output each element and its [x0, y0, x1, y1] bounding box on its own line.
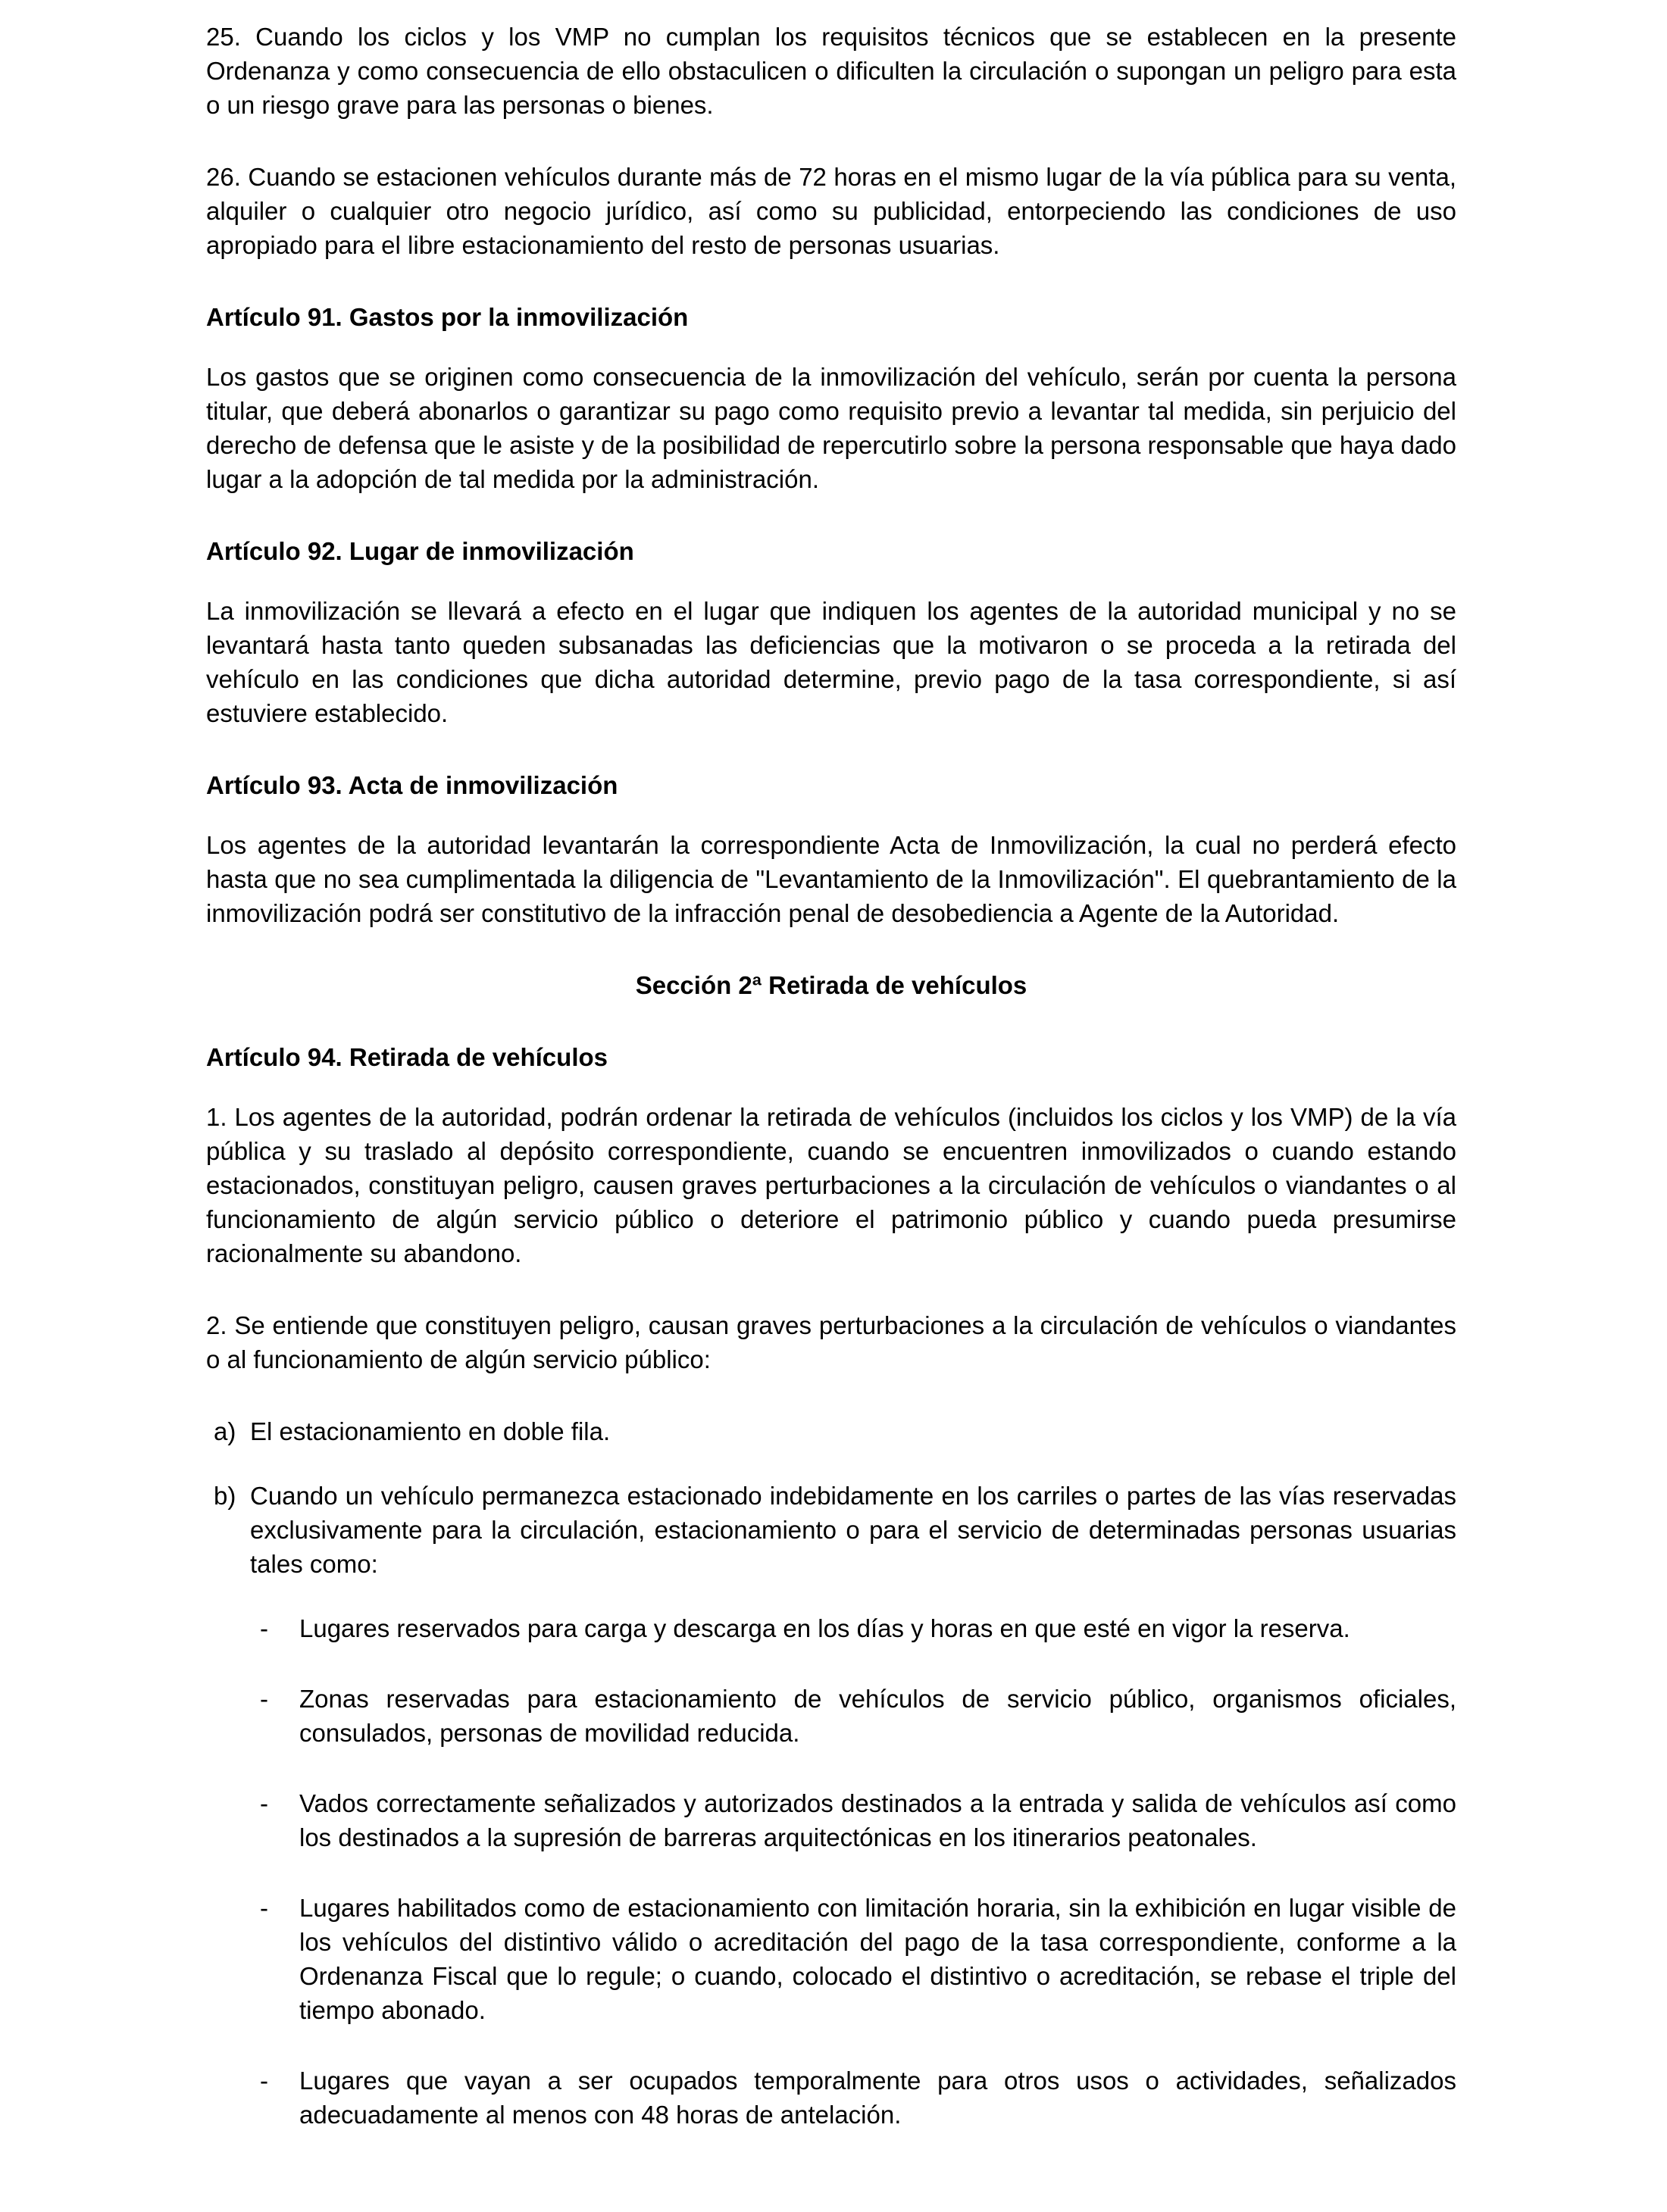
article-94-paragraph-1: 1. Los agentes de la autoridad, podrán ordenar la retirada de vehículos (incluidos los ciclos y los VMP) de la vía pública y su traslado al depósito correspondiente, cuando se encuentren inmovilizados o cuando estando estacionados, constituyan peligro, causen graves perturbaciones a la circulación de vehículos o viandantes o al funcionamiento de algún servicio público o deteriore el patrimonio público y cuando pueda presumirse racionalmente su abandono.: [206, 1103, 1456, 1267]
dash-item-1-marker: -: [260, 1614, 268, 1642]
paragraph-25: 25. Cuando los ciclos y los VMP no cumplan los requisitos técnicos que se establecen en la presente Ordenanza y como consecuencia de ello obstaculicen o dificulten la circulación o supongan un peligro para esta o un riesgo grave para las personas o bienes.: [206, 23, 1456, 119]
list-item-b: [206, 1479, 1456, 1581]
dash-item-2-text: Zonas reservadas para estacionamiento de vehículos de servicio público, organismos oficiales, consulados, personas de movilidad reducida.: [299, 1685, 1456, 1747]
list-item-a-marker: a): [214, 1417, 236, 1445]
article-94-paragraph-2: 2. Se entiende que constituyen peligro, causan graves perturbaciones a la circulación de vehículos o viandantes o al funcionamiento de algún servicio público:: [206, 1311, 1456, 1373]
dash-item-1-text: Lugares reservados para carga y descarga en los días y horas en que esté en vigor la reserva.: [299, 1614, 1350, 1642]
article-91-heading: Artículo 91. Gastos por la inmovilización: [206, 303, 689, 331]
section-2-heading: Sección 2ª Retirada de vehículos: [635, 971, 1027, 999]
list-item-a: [206, 1414, 1456, 1448]
dash-item-5-text: Lugares que vayan a ser ocupados temporalmente para otros usos o actividades, señalizados adecuadamente al menos con 48 horas de antelación.: [299, 2067, 1456, 2129]
dash-item-4: [206, 1891, 1456, 2027]
list-item-b-text: Cuando un vehículo permanezca estacionado indebidamente en los carriles o partes de las vías reservadas exclusivamente para la circulación, estacionamiento o para el servicio de determinadas personas usuarias tales como:: [250, 1482, 1456, 1578]
article-91-paragraph: Los gastos que se originen como consecuencia de la inmovilización del vehículo, serán por cuenta la persona titular, que deberá abonarlos o garantizar su pago como requisito previo a levantar tal medida, sin perjuicio del derecho de defensa que le asiste y de la posibilidad de repercutirlo sobre la persona responsable que haya dado lugar a la adopción de tal medida por la administración.: [206, 363, 1456, 493]
article-94-heading: Artículo 94. Retirada de vehículos: [206, 1043, 608, 1071]
list-item-b-marker: b): [214, 1482, 236, 1510]
dash-item-4-marker: -: [260, 1894, 268, 1922]
list-item-a-text: El estacionamiento en doble fila.: [250, 1417, 611, 1445]
dash-item-4-text: Lugares habilitados como de estacionamiento con limitación horaria, sin la exhibición en lugar visible de los vehículos del distintivo válido o acreditación del pago de la tasa correspondiente, conforme a la Ordenanza Fiscal que lo regule; o cuando, colocado el distintivo o acreditación, se rebase el triple del tiempo abonado.: [299, 1894, 1456, 2024]
article-92-paragraph: La inmovilización se llevará a efecto en el lugar que indiquen los agentes de la autoridad municipal y no se levantará hasta tanto queden subsanadas las deficiencias que la motivaron o se proceda a la retirada del vehículo en las condiciones que dicha autoridad determine, previo pago de la tasa correspondiente, si así estuviere establecido.: [206, 597, 1456, 727]
dash-item-3-text: Vados correctamente señalizados y autorizados destinados a la entrada y salida de vehículos así como los destinados a la supresión de barreras arquitectónicas en los itinerarios peatonales.: [299, 1789, 1456, 1851]
article-92-heading: Artículo 92. Lugar de inmovilización: [206, 537, 634, 565]
article-93-heading: Artículo 93. Acta de inmovilización: [206, 771, 618, 799]
dash-item-3: [206, 1786, 1456, 1854]
dash-item-1: [206, 1611, 1456, 1645]
dash-item-5-marker: -: [260, 2067, 268, 2095]
dash-item-5: [206, 2064, 1456, 2132]
dash-item-2: [206, 1682, 1456, 1750]
dash-item-2-marker: -: [260, 1685, 268, 1713]
dash-item-3-marker: -: [260, 1789, 268, 1817]
article-93-paragraph: Los agentes de la autoridad levantarán la correspondiente Acta de Inmovilización, la cual no perderá efecto hasta que no sea cumplimentada la diligencia de "Levantamiento de la Inmovilización". El quebrantamiento de la inmovilización podrá ser constitutivo de la infracción penal de desobediencia a Agente de la Autoridad.: [206, 831, 1456, 927]
paragraph-26: 26. Cuando se estacionen vehículos durante más de 72 horas en el mismo lugar de la vía pública para su venta, alquiler o cualquier otro negocio jurídico, así como su publicidad, entorpeciendo las condiciones de uso apropiado para el libre estacionamiento del resto de personas usuarias.: [206, 163, 1456, 259]
